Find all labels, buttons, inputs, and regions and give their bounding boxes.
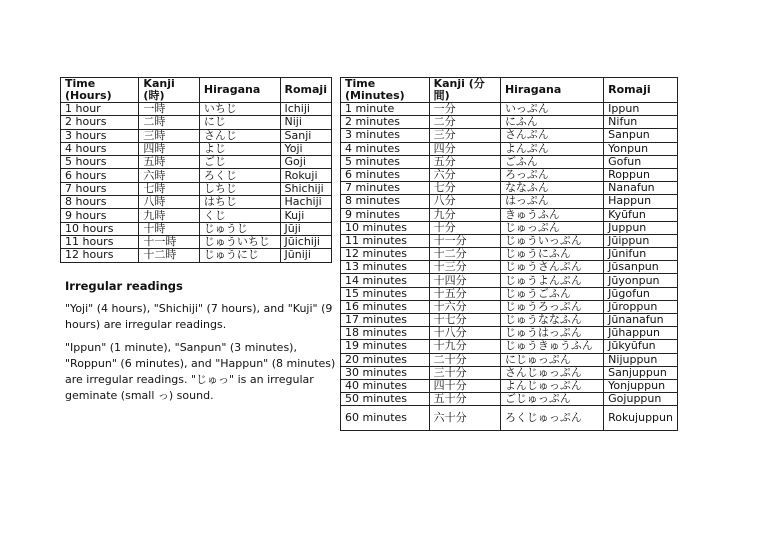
- table-row: [341, 182, 678, 195]
- romaji-cell: Rokujuppun: [604, 406, 678, 431]
- table-row: [341, 155, 678, 168]
- romaji-cell: Hachiji: [280, 196, 331, 209]
- kanji-cell: 六分: [429, 168, 500, 181]
- time-cell: 9 hours: [61, 209, 139, 222]
- kanji-cell: 九時: [139, 209, 199, 222]
- romaji-cell: Jūgofun: [604, 287, 678, 300]
- hiragana-cell: じゅうじ: [199, 222, 280, 235]
- hiragana-cell: じゅういちじ: [199, 235, 280, 248]
- kanji-cell: 二十分: [429, 353, 500, 366]
- time-cell: 2 hours: [61, 116, 139, 129]
- table-row: [61, 142, 332, 155]
- time-cell: 3 minutes: [341, 129, 430, 142]
- romaji-cell: Jūnifun: [604, 248, 678, 261]
- hiragana-cell: にじゅっぷん: [500, 353, 603, 366]
- romaji-cell: Jūhappun: [604, 327, 678, 340]
- romaji-cell: Jūsanpun: [604, 261, 678, 274]
- kanji-cell: 十六分: [429, 300, 500, 313]
- hours-header-hiragana: Hiragana: [199, 78, 280, 103]
- hiragana-cell: じゅうななふん: [500, 314, 603, 327]
- kanji-cell: 十一時: [139, 235, 199, 248]
- hours-header-romaji: Romaji: [280, 78, 331, 103]
- minutes-body: [341, 103, 678, 431]
- kanji-cell: 六時: [139, 169, 199, 182]
- table-row: [341, 103, 678, 116]
- time-cell: 19 minutes: [341, 340, 430, 353]
- table-row: [61, 156, 332, 169]
- kanji-cell: 十九分: [429, 340, 500, 353]
- hiragana-cell: じゅうにじ: [199, 249, 280, 262]
- romaji-cell: Ippun: [604, 103, 678, 116]
- kanji-cell: 四時: [139, 142, 199, 155]
- minutes-header-row: [341, 78, 678, 103]
- kanji-cell: 十八分: [429, 327, 500, 340]
- romaji-cell: Nifun: [604, 116, 678, 129]
- time-cell: 14 minutes: [341, 274, 430, 287]
- time-cell: 6 hours: [61, 169, 139, 182]
- kanji-cell: 十七分: [429, 314, 500, 327]
- kanji-cell: 四十分: [429, 379, 500, 392]
- time-cell: 7 hours: [61, 182, 139, 195]
- kanji-cell: 五時: [139, 156, 199, 169]
- hours-body: [61, 103, 332, 263]
- irregular-readings-notes: [65, 278, 337, 411]
- hiragana-cell: じゅうはっぷん: [500, 327, 603, 340]
- romaji-cell: Jūkyūfun: [604, 340, 678, 353]
- hiragana-cell: はちじ: [199, 196, 280, 209]
- table-row: [341, 287, 678, 300]
- hours-table: [60, 77, 332, 263]
- table-row: [341, 353, 678, 366]
- hiragana-cell: さんぷん: [500, 129, 603, 142]
- kanji-cell: 三分: [429, 129, 500, 142]
- romaji-cell: Shichiji: [280, 182, 331, 195]
- notes-paragraph-minutes: "Ippun" (1 minute), "Sanpun" (3 minutes), "Roppun" (6 minutes), and "Happun" (8 minutes) are irregular readings. "じゅっ" is an irregular geminate (small っ) sound.: [65, 341, 336, 402]
- kanji-cell: 三時: [139, 129, 199, 142]
- minutes-header-kanji: Kanji (分間): [429, 78, 500, 103]
- time-cell: 5 minutes: [341, 155, 430, 168]
- romaji-cell: Happun: [604, 195, 678, 208]
- kanji-cell: 二分: [429, 116, 500, 129]
- hiragana-cell: じゅうにふん: [500, 248, 603, 261]
- time-cell: 18 minutes: [341, 327, 430, 340]
- table-row: [341, 261, 678, 274]
- hiragana-cell: ろっぷん: [500, 168, 603, 181]
- minutes-header-time: Time (Minutes): [341, 78, 430, 103]
- kanji-cell: 七時: [139, 182, 199, 195]
- table-row: [341, 340, 678, 353]
- time-cell: 50 minutes: [341, 393, 430, 406]
- kanji-cell: 三十分: [429, 366, 500, 379]
- time-cell: 9 minutes: [341, 208, 430, 221]
- table-row: [341, 300, 678, 313]
- romaji-cell: Sanpun: [604, 129, 678, 142]
- time-cell: 5 hours: [61, 156, 139, 169]
- time-cell: 2 minutes: [341, 116, 430, 129]
- romaji-cell: Sanji: [280, 129, 331, 142]
- kanji-cell: 八分: [429, 195, 500, 208]
- time-cell: 17 minutes: [341, 314, 430, 327]
- romaji-cell: Ichiji: [280, 103, 331, 116]
- hiragana-cell: じゅうろっぷん: [500, 300, 603, 313]
- hiragana-cell: いちじ: [199, 103, 280, 116]
- hiragana-cell: はっぷん: [500, 195, 603, 208]
- time-cell: 40 minutes: [341, 379, 430, 392]
- time-cell: 11 minutes: [341, 234, 430, 247]
- time-cell: 30 minutes: [341, 366, 430, 379]
- romaji-cell: Niji: [280, 116, 331, 129]
- table-row: [341, 366, 678, 379]
- table-row: [61, 209, 332, 222]
- romaji-cell: Juppun: [604, 221, 678, 234]
- romaji-cell: Kyūfun: [604, 208, 678, 221]
- hiragana-cell: よんぷん: [500, 142, 603, 155]
- time-cell: 6 minutes: [341, 168, 430, 181]
- romaji-cell: Nijuppun: [604, 353, 678, 366]
- hiragana-cell: ろくじ: [199, 169, 280, 182]
- romaji-cell: Yoji: [280, 142, 331, 155]
- hiragana-cell: さんじゅっぷん: [500, 366, 603, 379]
- hours-header-row: [61, 78, 332, 103]
- kanji-cell: 十二分: [429, 248, 500, 261]
- hiragana-cell: じゅういっぷん: [500, 234, 603, 247]
- minutes-table: [340, 77, 678, 431]
- kanji-cell: 八時: [139, 196, 199, 209]
- romaji-cell: Rokuji: [280, 169, 331, 182]
- notes-heading: Irregular readings: [65, 279, 183, 293]
- time-cell: 1 minute: [341, 103, 430, 116]
- table-row: [341, 142, 678, 155]
- time-cell: 20 minutes: [341, 353, 430, 366]
- time-cell: 10 minutes: [341, 221, 430, 234]
- table-row: [61, 103, 332, 116]
- kanji-cell: 五十分: [429, 393, 500, 406]
- kanji-cell: 一時: [139, 103, 199, 116]
- hiragana-cell: ろくじゅっぷん: [500, 406, 603, 431]
- kanji-cell: 五分: [429, 155, 500, 168]
- table-row: [61, 196, 332, 209]
- table-row: [341, 234, 678, 247]
- kanji-cell: 六十分: [429, 406, 500, 431]
- hiragana-cell: じゅうよんぷん: [500, 274, 603, 287]
- romaji-cell: Goji: [280, 156, 331, 169]
- kanji-cell: 十二時: [139, 249, 199, 262]
- romaji-cell: Jūniji: [280, 249, 331, 262]
- table-row: [341, 129, 678, 142]
- romaji-cell: Jūichiji: [280, 235, 331, 248]
- kanji-cell: 十分: [429, 221, 500, 234]
- kanji-cell: 十時: [139, 222, 199, 235]
- minutes-header-romaji: Romaji: [604, 78, 678, 103]
- hiragana-cell: よんじゅっぷん: [500, 379, 603, 392]
- romaji-cell: Jūnanafun: [604, 314, 678, 327]
- time-cell: 1 hour: [61, 103, 139, 116]
- hiragana-cell: ごふん: [500, 155, 603, 168]
- romaji-cell: Nanafun: [604, 182, 678, 195]
- hiragana-cell: しちじ: [199, 182, 280, 195]
- time-cell: 10 hours: [61, 222, 139, 235]
- time-cell: 12 minutes: [341, 248, 430, 261]
- hiragana-cell: くじ: [199, 209, 280, 222]
- romaji-cell: Roppun: [604, 168, 678, 181]
- hiragana-cell: じゅっぷん: [500, 221, 603, 234]
- hiragana-cell: じゅうさんぷん: [500, 261, 603, 274]
- table-row: [341, 248, 678, 261]
- romaji-cell: Sanjuppun: [604, 366, 678, 379]
- table-row: [341, 116, 678, 129]
- table-row: [61, 222, 332, 235]
- time-cell: 60 minutes: [341, 406, 430, 431]
- table-row: [341, 221, 678, 234]
- table-row: [341, 379, 678, 392]
- kanji-cell: 二時: [139, 116, 199, 129]
- kanji-cell: 七分: [429, 182, 500, 195]
- romaji-cell: Jūji: [280, 222, 331, 235]
- kanji-cell: 十一分: [429, 234, 500, 247]
- kanji-cell: 四分: [429, 142, 500, 155]
- hiragana-cell: ごじ: [199, 156, 280, 169]
- time-cell: 12 hours: [61, 249, 139, 262]
- hiragana-cell: よじ: [199, 142, 280, 155]
- hiragana-cell: ごじゅっぷん: [500, 393, 603, 406]
- romaji-cell: Gojuppun: [604, 393, 678, 406]
- hiragana-cell: じゅうきゅうふん: [500, 340, 603, 353]
- time-cell: 16 minutes: [341, 300, 430, 313]
- kanji-cell: 十四分: [429, 274, 500, 287]
- table-row: [341, 195, 678, 208]
- table-row: [341, 274, 678, 287]
- time-cell: 8 minutes: [341, 195, 430, 208]
- time-cell: 8 hours: [61, 196, 139, 209]
- notes-paragraph-hours: "Yoji" (4 hours), "Shichiji" (7 hours), and "Kuji" (9 hours) are irregular readings.: [65, 302, 333, 331]
- hiragana-cell: さんじ: [199, 129, 280, 142]
- romaji-cell: Yonpun: [604, 142, 678, 155]
- time-cell: 4 hours: [61, 142, 139, 155]
- time-cell: 3 hours: [61, 129, 139, 142]
- hiragana-cell: にじ: [199, 116, 280, 129]
- time-cell: 15 minutes: [341, 287, 430, 300]
- time-cell: 11 hours: [61, 235, 139, 248]
- romaji-cell: Gofun: [604, 155, 678, 168]
- table-row: [341, 327, 678, 340]
- hiragana-cell: いっぷん: [500, 103, 603, 116]
- table-row: [341, 168, 678, 181]
- kanji-cell: 九分: [429, 208, 500, 221]
- romaji-cell: Jūippun: [604, 234, 678, 247]
- time-cell: 13 minutes: [341, 261, 430, 274]
- table-row: [341, 406, 678, 431]
- hiragana-cell: ななふん: [500, 182, 603, 195]
- table-row: [61, 249, 332, 262]
- romaji-cell: Jūroppun: [604, 300, 678, 313]
- table-row: [341, 393, 678, 406]
- table-row: [61, 235, 332, 248]
- table-row: [341, 314, 678, 327]
- time-cell: 4 minutes: [341, 142, 430, 155]
- hours-header-time: Time (Hours): [61, 78, 139, 103]
- romaji-cell: Jūyonpun: [604, 274, 678, 287]
- table-row: [61, 169, 332, 182]
- hours-header-kanji: Kanji (時): [139, 78, 199, 103]
- kanji-cell: 一分: [429, 103, 500, 116]
- table-row: [341, 208, 678, 221]
- hiragana-cell: じゅうごふん: [500, 287, 603, 300]
- hiragana-cell: にふん: [500, 116, 603, 129]
- table-row: [61, 129, 332, 142]
- romaji-cell: Kuji: [280, 209, 331, 222]
- time-cell: 7 minutes: [341, 182, 430, 195]
- table-row: [61, 116, 332, 129]
- minutes-header-hiragana: Hiragana: [500, 78, 603, 103]
- hiragana-cell: きゅうふん: [500, 208, 603, 221]
- table-row: [61, 182, 332, 195]
- kanji-cell: 十三分: [429, 261, 500, 274]
- romaji-cell: Yonjuppun: [604, 379, 678, 392]
- kanji-cell: 十五分: [429, 287, 500, 300]
